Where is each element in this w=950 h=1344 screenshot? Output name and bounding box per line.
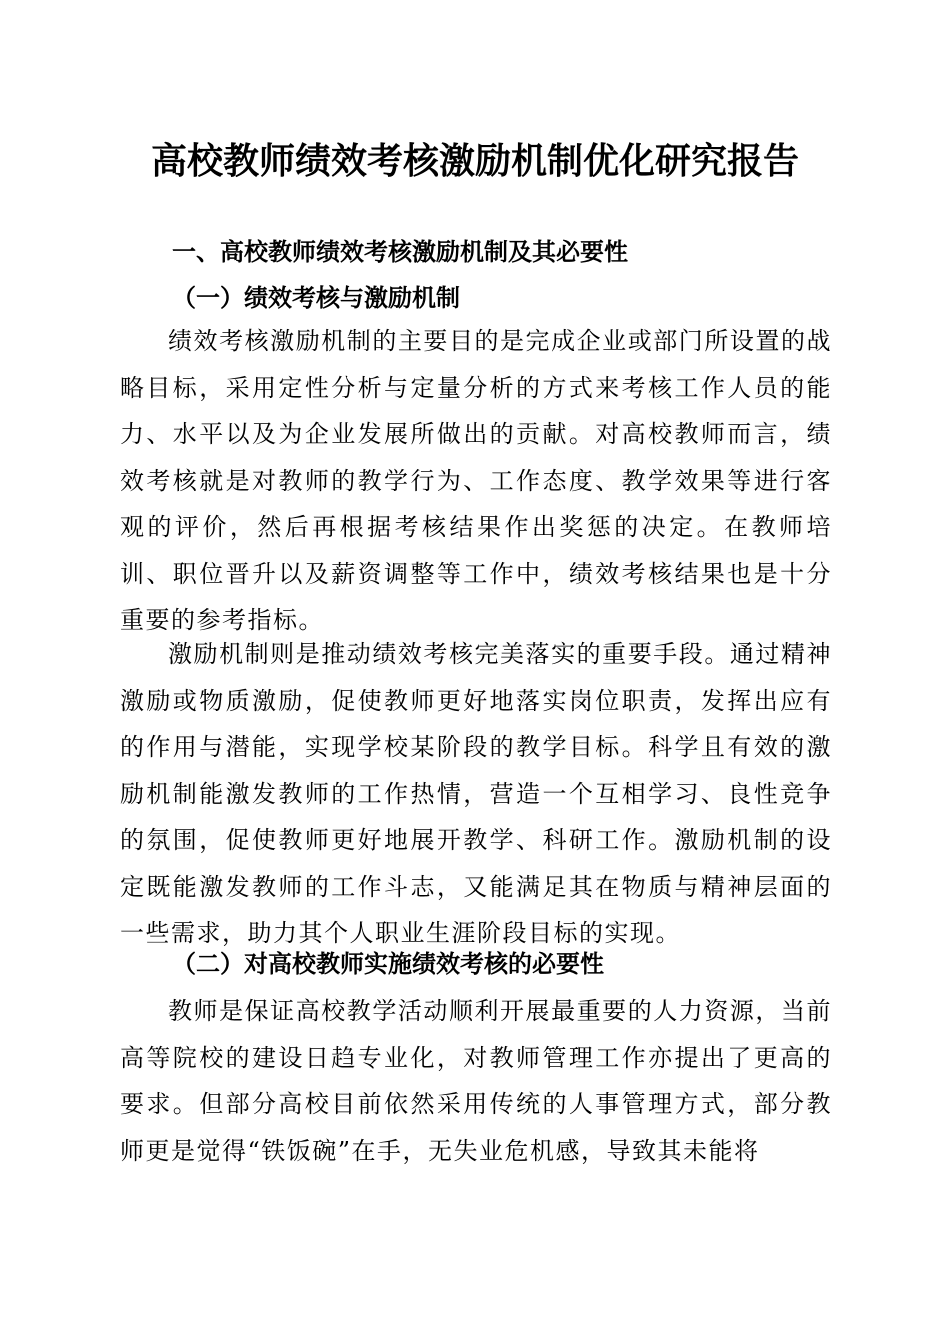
subsection-heading-2: （二）对高校教师实施绩效考核的必要性 — [172, 949, 604, 978]
paragraph-2: 激励机制则是推动绩效考核完美落实的重要手段。通过精神激励或物质激励，促使教师更好地落实岗位职责，发挥出应有的作用与潜能，实现学校某阶段的教学目标。科学且有效的激励机制能激发教师的工作热情，营造一个互相学习、良性竞争的氛围，促使教师更好地展开教学、科研工作。激励机制的设定既能激发教师的工作斗志，又能满足其在物质与精神层面的一些需求，助力其个人职业生涯阶段目标的实现。 — [120, 640, 832, 947]
paragraph-1: 绩效考核激励机制的主要目的是完成企业或部门所设置的战略目标，采用定性分析与定量分析的方式来考核工作人员的能力、水平以及为企业发展所做出的贡献。对高校教师而言，绩效考核就是对教师的教学行为、工作态度、教学效果等进行客观的评价，然后再根据考核结果作出奖惩的决定。在教师培训、职位晋升以及薪资调整等工作中，绩效考核结果也是十分重要的参考指标。 — [120, 327, 832, 634]
subsection-heading-1: （一）绩效考核与激励机制 — [172, 283, 460, 312]
paragraph-3: 教师是保证高校教学活动顺利开展最重要的人力资源，当前高等院校的建设日趋专业化，对教师管理工作亦提出了更高的要求。但部分高校目前依然采用传统的人事管理方式，部分教师更是觉得“铁饭碗”在手，无失业危机感，导致其未能将 — [120, 997, 832, 1165]
document-title: 高校教师绩效考核激励机制优化研究报告 — [150, 140, 799, 182]
section-heading-1: 一、高校教师绩效考核激励机制及其必要性 — [172, 238, 628, 266]
